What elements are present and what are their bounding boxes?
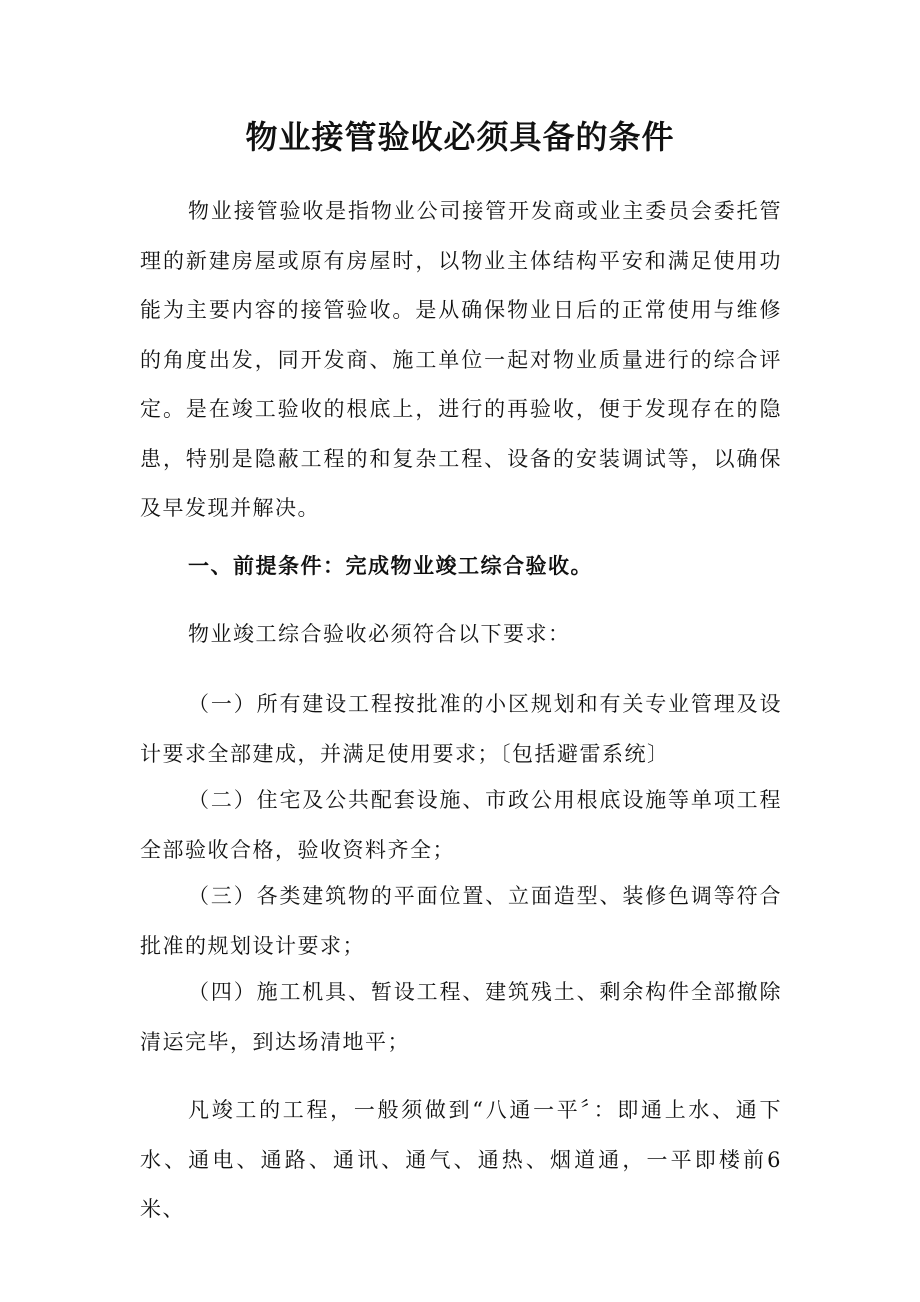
section-lead-paragraph: 物业竣工综合验收必须符合以下要求： (188, 622, 571, 646)
document-title: 物业接管验收必须具备的条件 (245, 118, 675, 156)
closing-paragraph: 凡竣工的工程，一般须做到“八通一平〞：即通上水、通下水、通电、通路、通讯、通气、通热、烟道通，一平即楼前6米、 (140, 1098, 782, 1221)
intro-paragraph: 物业接管验收是指物业公司接管开发商或业主委员会委托管理的新建房屋或原有房屋时，以物业主体结构平安和满足使用功能为主要内容的接管验收。是从确保物业日后的正常使用与维修的角度出发，同开发商、施工单位一起对物业质量进行的综合评定。是在竣工验收的根底上，进行的再验收，便于发现存在的隐患，特别是隐蔽工程的和复杂工程、设备的安装调试等，以确保及早发现并解决。 (140, 199, 782, 520)
requirement-item-4: （四）施工机具、暂设工程、建筑残土、剩余构件全部撤除清运完毕，到达场清地平； (140, 980, 782, 1054)
section-heading-1: 一、前提条件：完成物业竣工综合验收。 (188, 554, 593, 578)
requirement-item-1: （一）所有建设工程按批准的小区规划和有关专业管理及设计要求全部建成，并满足使用要求；〔包括避雷系统〕 (140, 692, 782, 766)
requirement-item-2: （二）住宅及公共配套设施、市政公用根底设施等单项工程全部验收合格，验收资料齐全； (140, 788, 782, 862)
requirement-item-3: （三）各类建筑物的平面位置、立面造型、装修色调等符合批准的规划设计要求； (140, 884, 782, 958)
